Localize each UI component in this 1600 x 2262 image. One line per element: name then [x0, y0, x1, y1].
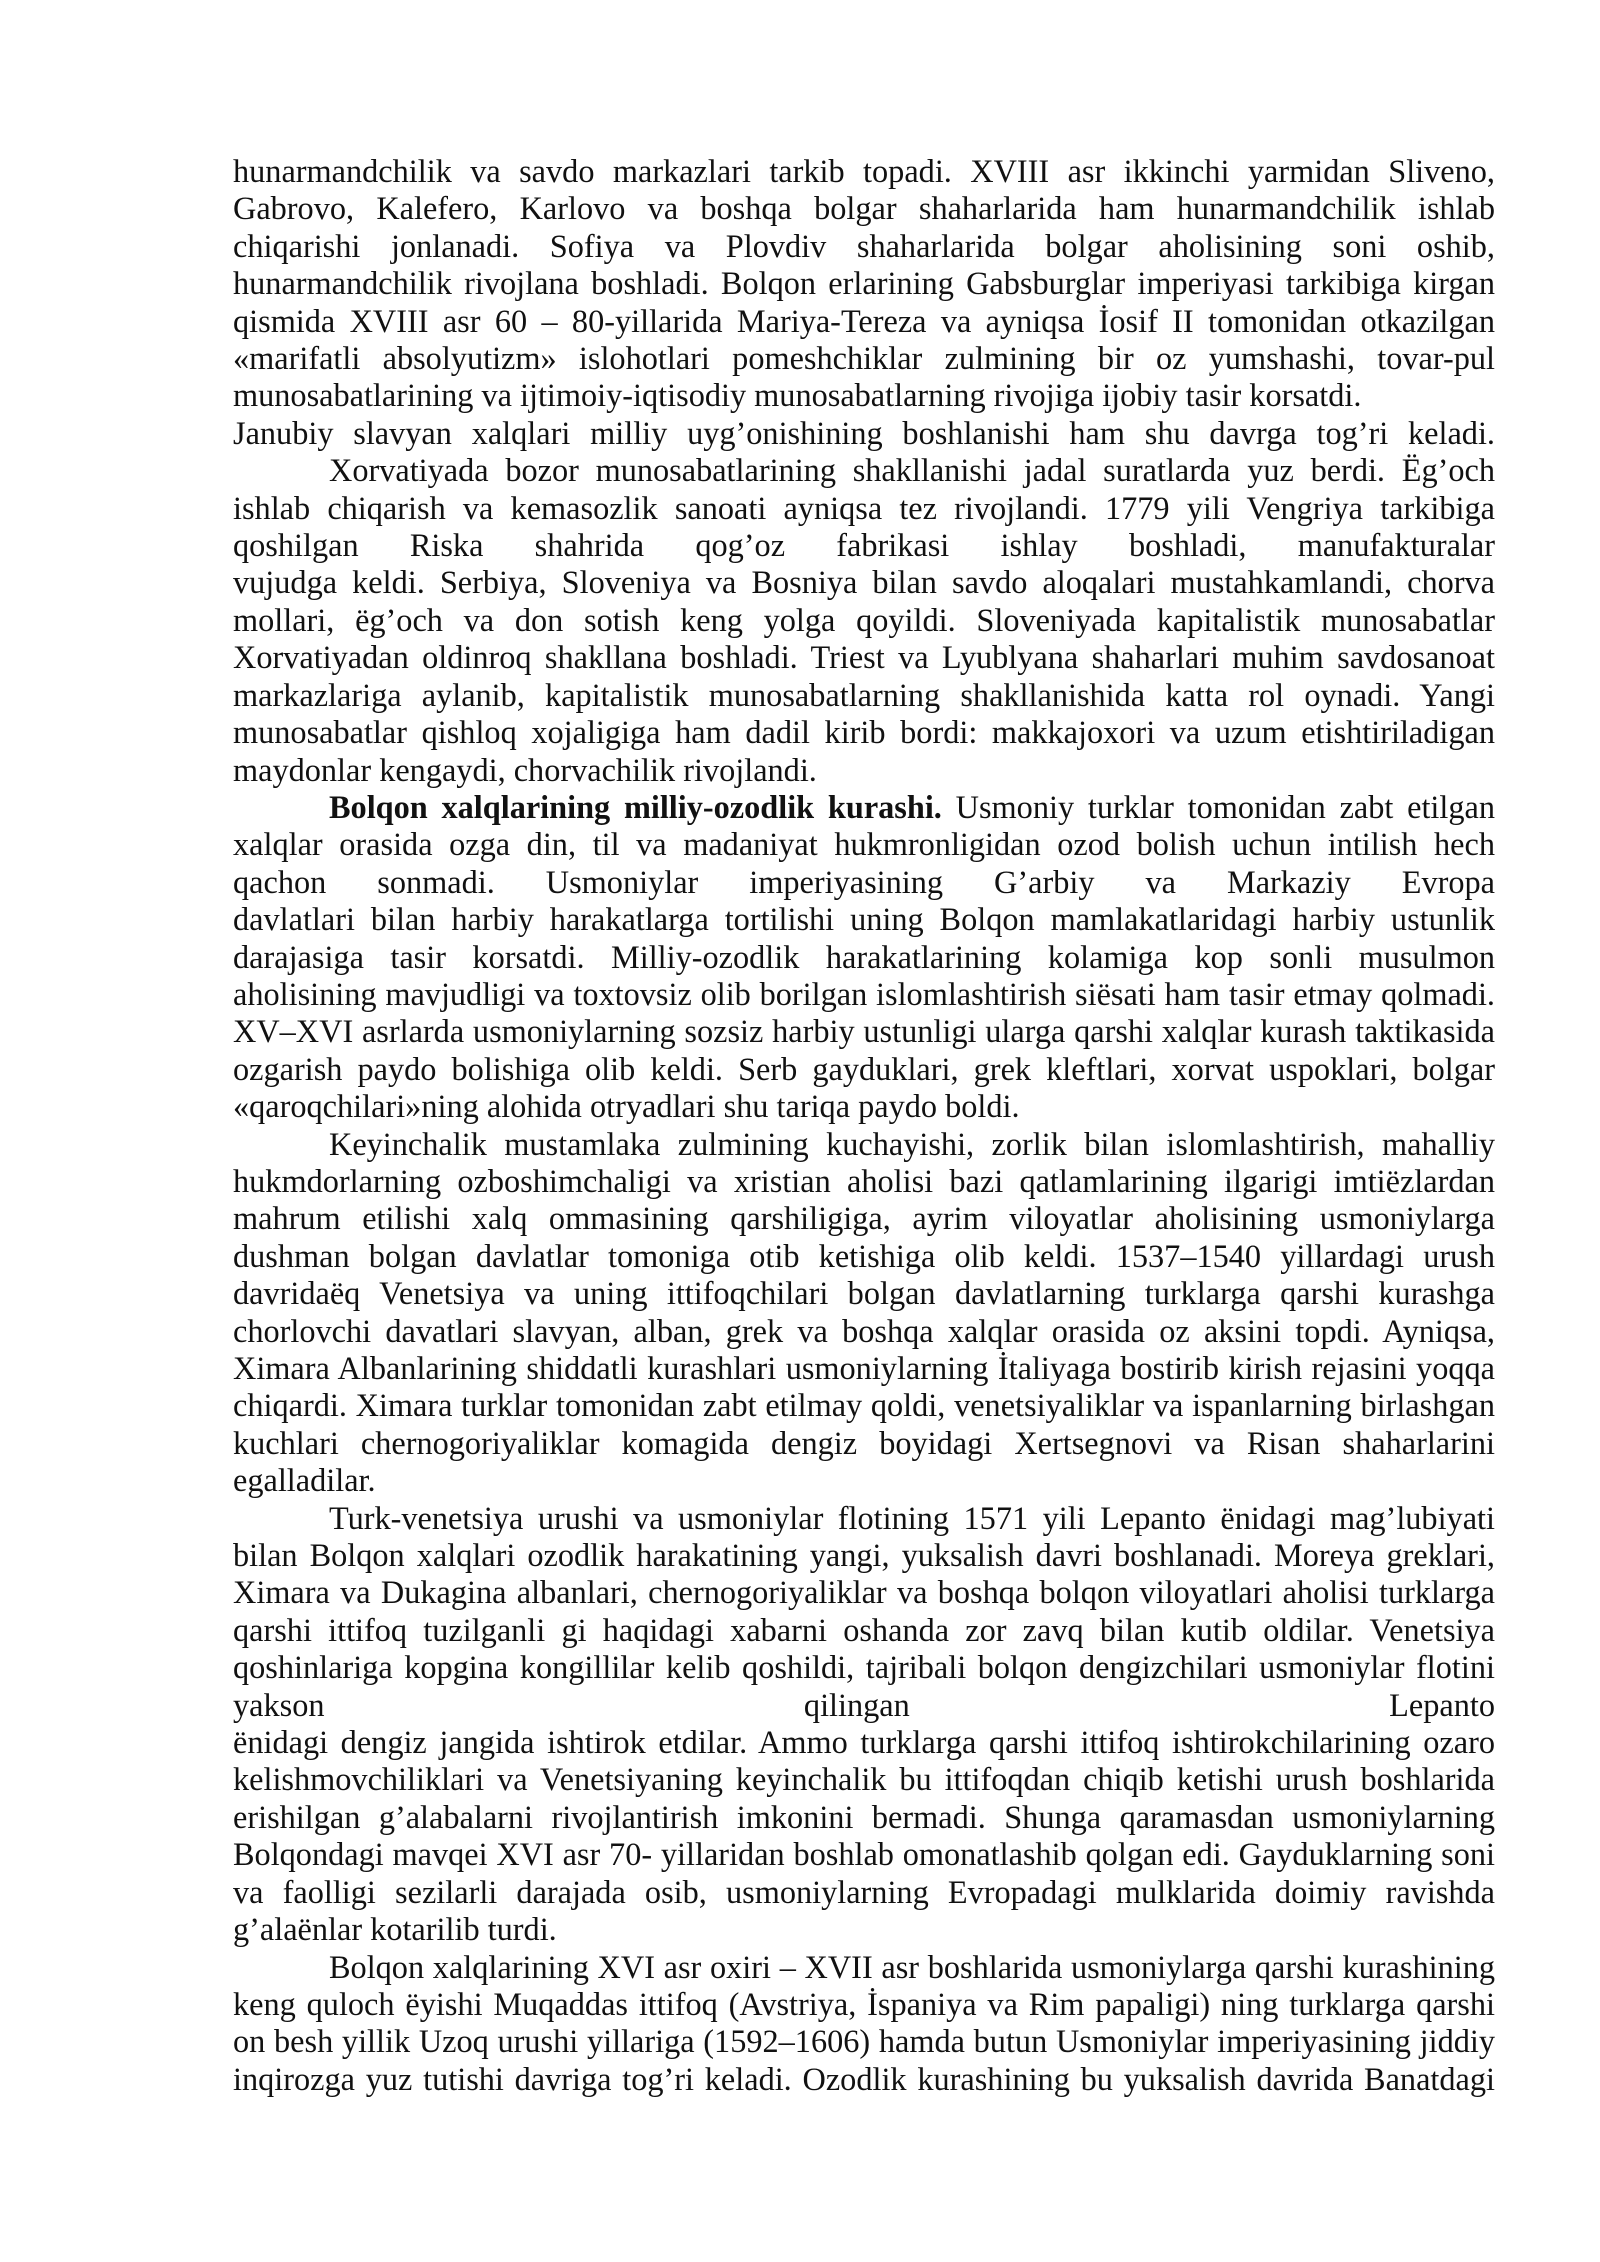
- text-line: qismida XVIII asr 60 – 80-yillarida Mariya-Tereza va ayniqsa İosif II tomonidan otkazilgan: [233, 302, 1495, 339]
- text-line: chiqarishi jonlanadi. Sofiya va Plovdiv shaharlarida bolgar aholisining soni oshib,: [233, 227, 1495, 264]
- text-line: erishilgan g’alabalarni rivojlantirish imkonini bermadi. Shunga qaramasdan usmoniylarning: [233, 1798, 1495, 1835]
- text-line: chiqardi. Ximara turklar tomonidan zabt etilmay qoldi, venetsiyaliklar va ispanlarning birlashgan: [233, 1387, 1495, 1424]
- text-line: g’alaënlar kotarilib turdi.: [233, 1911, 557, 1948]
- text-line: ishlab chiqarish va kemasozlik sanoati ayniqsa tez rivojlandi. 1779 yili Vengriya tarkibiga: [233, 489, 1495, 526]
- paragraph: [233, 1500, 1495, 1949]
- text-line: munosabatlar qishloq xojaligiga ham dadil kirib bordi: makkajoxori va uzum etishtiriladigan: [233, 714, 1495, 751]
- text-line: ozgarish paydo bolishiga olib keldi. Serb gayduklari, grek kleftlari, xorvat uspoklari, bolgar: [233, 1050, 1495, 1087]
- text-line: qarshi ittifoq tuzilganli gi haqidagi xabarni oshanda zor zavq bilan kutib oldilar. Venetsiya: [233, 1611, 1495, 1648]
- section-heading: Bolqon xalqlarining milliy-ozodlik kurashi.: [329, 788, 942, 825]
- text-line: hunarmandchilik va savdo markazlari tarkib topadi. XVIII asr ikkinchi yarmidan Sliveno,: [233, 153, 1495, 189]
- text-line: keng quloch ëyishi Muqaddas ittifoq (Avstriya, İspaniya va Rim papaligi) ning turklarga qarshi: [233, 1985, 1495, 2022]
- paragraph: [233, 1949, 1495, 2099]
- text-line: [233, 789, 1495, 826]
- text-line: ënidagi dengiz jangida ishtirok etdilar. Ammo turklarga qarshi ittifoq ishtirokchilarining ozaro: [233, 1724, 1495, 1761]
- text-line: Bolqon xalqlarining XVI asr oxiri – XVII asr boshlarida usmoniylarga qarshi kurashining: [329, 1948, 1495, 1985]
- paragraph: [233, 415, 1495, 452]
- text-line: dushman bolgan davlatlar tomoniga otib ketishiga olib keldi. 1537–1540 yillardagi urush: [233, 1237, 1495, 1274]
- text-line: chorlovchi davatlari slavyan, alban, grek va boshqa xalqlar orasida oz aksini topdi. Ayniqsa,: [233, 1312, 1495, 1349]
- text-line: Ximara Albanlarining shiddatli kurashlari usmoniylarning İtaliyaga bostirib kirish rejasini yoqqa: [233, 1350, 1495, 1386]
- text-line: Xorvatiyada bozor munosabatlarining shakllanishi jadal suratlarda yuz berdi. Ëg’och: [329, 452, 1495, 489]
- document-page: [233, 153, 1495, 2098]
- text-line: xalqlar orasida ozga din, til va madaniyat hukmronligidan ozod bolish uchun intilish hech: [233, 826, 1495, 863]
- text-line: Turk-venetsiya urushi va usmoniylar flotining 1571 yili Lepanto ënidagi mag’lubiyati: [329, 1499, 1495, 1536]
- text-line: aholisining mavjudligi va toxtovsiz olib borilgan islomlashtirish siësati ham tasir etmay qolmadi.: [233, 975, 1495, 1012]
- text-span: Usmoniy turklar tomonidan zabt etilgan: [955, 788, 1496, 825]
- text-line: qoshinlariga kopgina kongillilar kelib qoshildi, tajribali bolqon dengizchilari usmoniylar flotini: [233, 1649, 1495, 1686]
- text-line: davlatlari bilan harbiy harakatlarga tortilishi uning Bolqon mamlakatlaridagi harbiy ustunlik: [233, 901, 1495, 938]
- text-line: qachon sonmadi. Usmoniylar imperiyasining G’arbiy va Markaziy Evropa: [233, 863, 1495, 900]
- text-line: XV–XVI asrlarda usmoniylarning sozsiz harbiy ustunligi ularga qarshi xalqlar kurash taktikasida: [233, 1013, 1495, 1050]
- paragraph: [233, 1126, 1495, 1500]
- text-line: Xorvatiyadan oldinroq shakllana boshladi. Triest va Lyublyana shaharlari muhim savdosanoat: [233, 639, 1495, 676]
- text-line: on besh yillik Uzoq urushi yillariga (1592–1606) hamda butun Usmoniylar imperiyasining jiddiy: [233, 2023, 1495, 2060]
- text-line: Keyinchalik mustamlaka zulmining kuchayishi, zorlik bilan islomlashtirish, mahalliy: [329, 1125, 1495, 1162]
- text-line: Janubiy slavyan xalqlari milliy uyg’onishining boshlanishi ham shu davrga tog’ri keladi.: [233, 414, 1495, 451]
- text-line: mahrum etilishi xalq ommasining qarshiligiga, ayrim viloyatlar aholisining usmoniylarga: [233, 1200, 1495, 1237]
- text-line: maydonlar kengaydi, chorvachilik rivojlandi.: [233, 751, 817, 788]
- text-line: kuchlari chernogoriyaliklar komagida dengiz boyidagi Xertsegnovi va Risan shaharlarini: [233, 1424, 1495, 1461]
- text-line: Ximara va Dukagina albanlari, chernogoriyaliklar va boshqa bolqon viloyatlari aholisi turklarga: [233, 1574, 1495, 1611]
- text-line: munosabatlarining va ijtimoiy-iqtisodiy munosabatlarning rivojiga ijobiy tasir korsatdi.: [233, 377, 1362, 414]
- text-line: va faolligi sezilarli darajada osib, usmoniylarning Evropadagi mulklarida doimiy ravishda: [233, 1873, 1495, 1910]
- text-line: hunarmandchilik rivojlana boshladi. Bolqon erlarining Gabsburglar imperiyasi tarkibiga kirgan: [233, 265, 1495, 302]
- paragraph: [233, 789, 1495, 1126]
- text-line: egalladilar.: [233, 1462, 376, 1499]
- text-line: inqirozga yuz tutishi davriga tog’ri keladi. Ozodlik kurashining bu yuksalish davrida Banatdagi: [233, 2060, 1495, 2097]
- text-line: vujudga keldi. Serbiya, Sloveniya va Bosniya bilan savdo aloqalari mustahkamlandi, chorva: [233, 564, 1495, 601]
- text-line: kelishmovchiliklari va Venetsiyaning keyinchalik bu ittifoqdan chiqib ketishi urush boshlarida: [233, 1761, 1495, 1798]
- text-line: qoshilgan Riska shahrida qog’oz fabrikasi ishlay boshladi, manufakturalar: [233, 527, 1495, 564]
- text-line: «marifatli absolyutizm» islohotlari pomeshchiklar zulmining bir oz yumshashi, tovar-pul: [233, 340, 1495, 377]
- text-line: yakson qilingan Lepanto: [233, 1686, 1495, 1723]
- text-line: mollari, ëg’och va don sotish keng yolga qoyildi. Sloveniyada kapitalistik munosabatlar: [233, 601, 1495, 638]
- text-line: markazlariga aylanib, kapitalistik munosabatlarning shakllanishida katta rol oynadi. Yangi: [233, 676, 1495, 713]
- paragraph: [233, 153, 1495, 415]
- text-line: hukmdorlarning ozboshimchaligi va xristian aholisi bazi qatlamlarining ilgarigi imtiëzlardan: [233, 1162, 1495, 1199]
- text-line: bilan Bolqon xalqlari ozodlik harakatining yangi, yuksalish davri boshlanadi. Moreya greklari,: [233, 1537, 1495, 1574]
- text-line: Gabrovo, Kalefero, Karlovo va boshqa bolgar shaharlarida ham hunarmandchilik ishlab: [233, 190, 1495, 227]
- text-line: darajasiga tasir korsatdi. Milliy-ozodlik harakatlarining kolamiga kop sonli musulmon: [233, 938, 1495, 975]
- text-line: Bolqondagi mavqei XVI asr 70- yillaridan boshlab omonatlashib qolgan edi. Gayduklarning soni: [233, 1836, 1495, 1873]
- text-line: davridaëq Venetsiya va uning ittifoqchilari bolgan davlatlarning turklarga qarshi kurashga: [233, 1275, 1495, 1312]
- text-line: «qaroqchilari»ning alohida otryadlari shu tariqa paydo boldi.: [233, 1088, 1020, 1125]
- paragraph: [233, 452, 1495, 789]
